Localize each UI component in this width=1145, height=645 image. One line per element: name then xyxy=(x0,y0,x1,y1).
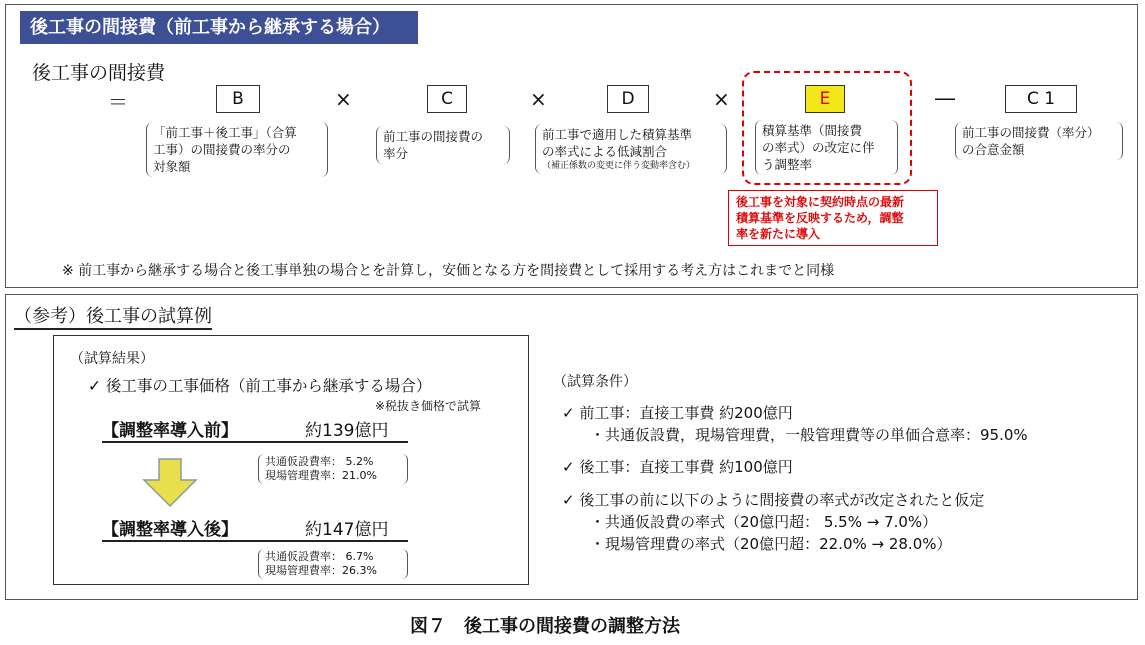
desc-b-line: 工事）の間接費の率分の xyxy=(153,142,291,157)
after-underline xyxy=(102,540,408,542)
desc-b xyxy=(146,122,328,177)
desc-d-line: の率式による低減割合 xyxy=(542,144,668,159)
result-tax-note: ※税抜き価格で試算 xyxy=(375,399,482,413)
times-sign-3: × xyxy=(713,87,730,111)
desc-e-line: う調整率 xyxy=(762,157,813,172)
desc-c1 xyxy=(955,122,1123,160)
figure-caption: 図７ 後工事の間接費の調整方法 xyxy=(410,616,680,637)
desc-c1-line: の合意金額 xyxy=(962,142,1025,157)
desc-b-line: 「前工事＋後工事」（合算 xyxy=(153,125,297,140)
condition-3-sub-1: ・共通仮設費の率式（20億円超： 5.5% → 7.0%） xyxy=(590,513,938,531)
box-d: D xyxy=(607,85,649,113)
condition-3-sub-2: ・現場管理費の率式（20億円超：22.0% → 28.0%） xyxy=(590,535,952,553)
before-value: 約139億円 xyxy=(305,421,389,441)
adjustment-note-line: 率を新たに導入 xyxy=(736,227,821,241)
desc-c-line: 率分 xyxy=(383,146,409,161)
section1-footnote: ※ 前工事から継承する場合と後工事単独の場合とを計算し，安価となる方を間接費として採用する考え方はこれまでと同様 xyxy=(62,263,835,279)
condition-1-sub: ・共通仮設費，現場管理費，一般管理費等の単価合意率：95.0% xyxy=(590,426,1028,444)
after-label: 【調整率導入後】 xyxy=(102,520,238,540)
condition-2: ✓ 後工事：直接工事費 約100億円 xyxy=(562,458,793,476)
box-e: E xyxy=(805,85,845,113)
desc-e-line: 積算基準（間接費 xyxy=(762,123,863,138)
adjustment-note-line: 積算基準を反映するため，調整 xyxy=(736,211,904,225)
before-label: 【調整率導入前】 xyxy=(102,421,238,441)
minus-sign: ― xyxy=(935,86,955,110)
times-sign-1: × xyxy=(335,87,352,111)
before-rate-line: 現場管理費率：21.0% xyxy=(265,469,377,482)
condition-1: ✓ 前工事：直接工事費 約200億円 xyxy=(562,404,793,422)
desc-e-line: の率式）の改定に伴 xyxy=(762,140,875,155)
after-rate-line: 共通仮設費率： 6.7% xyxy=(265,550,374,563)
desc-d-line: 前工事で適用した積算基準 xyxy=(542,127,693,142)
result-label: （試算結果） xyxy=(70,351,154,367)
desc-b-line: 対象額 xyxy=(153,159,191,174)
result-item: ✓ 後工事の工事価格（前工事から継承する場合） xyxy=(88,377,432,395)
before-underline xyxy=(102,441,408,443)
desc-d-note: （補正係数の変更に伴う変動率含む） xyxy=(542,161,696,171)
desc-c-line: 前工事の間接費の xyxy=(383,129,484,144)
conditions-label: （試算条件） xyxy=(553,374,637,390)
box-b: B xyxy=(216,85,260,113)
section2-title: （参考）後工事の試算例 xyxy=(14,302,212,330)
after-rates xyxy=(258,549,408,579)
section1-title: 後工事の間接費（前工事から継承する場合） xyxy=(20,11,418,44)
desc-c1-line: 前工事の間接費（率分） xyxy=(962,125,1100,140)
condition-3: ✓ 後工事の前に以下のように間接費の率式が改定されたと仮定 xyxy=(562,491,985,509)
before-rates xyxy=(258,454,408,484)
down-arrow-icon xyxy=(142,458,198,508)
after-rate-line: 現場管理費率：26.3% xyxy=(265,564,377,577)
adjustment-note xyxy=(728,190,938,246)
formula-heading: 後工事の間接費 xyxy=(32,62,166,84)
desc-c xyxy=(376,126,510,164)
adjustment-note-line: 後工事を対象に契約時点の最新 xyxy=(736,195,905,209)
box-c: C xyxy=(427,85,467,113)
equals-sign: ＝ xyxy=(108,90,128,114)
desc-d xyxy=(535,124,727,174)
after-value: 約147億円 xyxy=(305,520,389,540)
times-sign-2: × xyxy=(530,87,547,111)
before-rate-line: 共通仮設費率： 5.2% xyxy=(265,455,374,468)
desc-e xyxy=(755,120,898,175)
box-c1: C 1 xyxy=(1005,85,1077,113)
